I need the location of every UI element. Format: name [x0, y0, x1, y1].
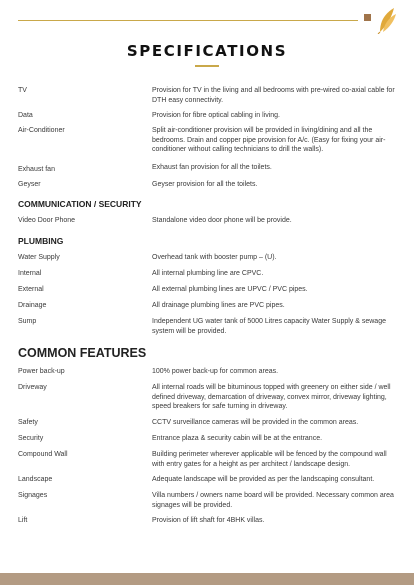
spec-value: Provision of lift shaft for 4BHK villas.: [152, 517, 265, 524]
spec-label: Landscape: [18, 476, 53, 483]
spec-label: External: [18, 286, 44, 293]
spec-value: All internal plumbing line are CPVC.: [152, 270, 264, 277]
spec-label: Internal: [18, 270, 42, 277]
spec-value: Adequate landscape will be provided as per the landscaping consultant.: [152, 476, 375, 483]
spec-label: Lift: [18, 517, 28, 524]
spec-value: Independent UG water tank of 5000 Litres capacity Water Supply & sewage system will be provided.: [152, 318, 386, 335]
spec-label: Driveway: [18, 384, 47, 391]
spec-value: All external plumbing lines are UPVC / PVC pipes.: [152, 286, 308, 293]
section-heading-communication: COMMUNICATION / SECURITY: [18, 199, 142, 209]
spec-value: 100% power back-up for common areas.: [152, 368, 279, 375]
spec-label: Video Door Phone: [18, 217, 76, 224]
spec-value: Standalone video door phone will be provide.: [152, 217, 292, 224]
spec-value: Split air-conditioner provision will be provided in living/dining and all the bedrooms. Drain and copper pipe provision for A/c. (Easy for fixing your air- conditioner without calling technicians to drill the walls).: [152, 127, 386, 153]
spec-label: Signages: [18, 492, 48, 499]
footer-band: [0, 573, 414, 585]
spec-label: Air-Conditioner: [18, 127, 65, 134]
spec-label: TV: [18, 87, 27, 94]
spec-value: Provision for fibre optical cabling in living.: [152, 112, 281, 119]
spec-label: Water Supply: [18, 254, 60, 261]
spec-value: Exhaust fan provision for all the toilets.: [152, 164, 272, 171]
spec-label: Drainage: [18, 302, 47, 309]
spec-value: All internal roads will be bituminous topped with greenery on either side / well defined driveway, demarcation of driveway, convex mirror, driveway lighting, speed breakers for safe turning in driveway.: [152, 384, 391, 410]
header-square-mark: [364, 14, 371, 21]
spec-label: Data: [18, 112, 33, 119]
spec-value: Entrance plaza & security cabin will be at the entrance.: [152, 435, 323, 442]
leaf-logo-icon: [374, 6, 398, 34]
page-title: SPECIFICATIONS: [126, 42, 288, 60]
spec-label: Geyser: [18, 181, 41, 188]
spec-label: Compound Wall: [18, 451, 68, 458]
spec-label: Power back-up: [18, 368, 65, 375]
spec-value: All drainage plumbing lines are PVC pipes.: [152, 302, 285, 309]
spec-value: Building perimeter wherever applicable will be fenced by the compound wall with entry gates for a height as per architect / landscape design.: [152, 451, 387, 468]
spec-value: Villa numbers / owners name board will be provided. Necessary common area signages will be provided.: [152, 492, 394, 509]
spec-value: Provision for TV in the living and all bedrooms with pre-wired co-axial cable for DTH easy connectivity.: [152, 87, 395, 104]
spec-label: Sump: [18, 318, 37, 325]
section-heading-plumbing: PLUMBING: [18, 236, 64, 246]
spec-value: Overhead tank with booster pump – (U).: [152, 254, 277, 261]
spec-label: Exhaust fan: [18, 166, 55, 173]
header-rule: [18, 20, 358, 21]
spec-label: Security: [18, 435, 44, 442]
title-underline: [195, 65, 219, 67]
section-heading-common-features: COMMON FEATURES: [18, 346, 147, 360]
spec-value: Geyser provision for all the toilets.: [152, 181, 258, 188]
spec-label: Safety: [18, 419, 38, 426]
spec-value: CCTV surveillance cameras will be provided in the common areas.: [152, 419, 359, 426]
